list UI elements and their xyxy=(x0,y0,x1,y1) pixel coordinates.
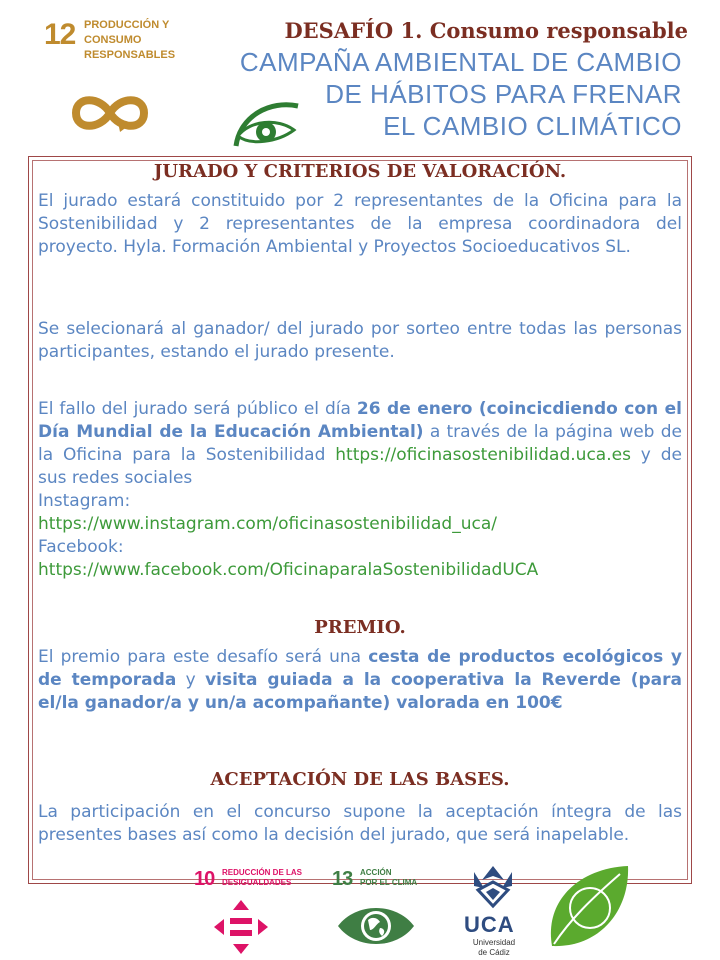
jury-paragraph-1: El jurado estará constituido por 2 representantes de la Oficina para la Sostenibilidad y 2 representantes de la empresa coordinadora del proyecto. Hyla. Formación Ambiental y Proyectos Socioeducativos SL. xyxy=(38,191,682,257)
prize-paragraph xyxy=(38,646,682,715)
uca-name: UCA xyxy=(464,912,515,937)
acceptance-paragraph: La participación en el concurso supone la aceptación íntegra de las presentes bases así como la decisión del jurado, que será inapelable. xyxy=(38,802,682,845)
uca-crest-icon xyxy=(460,862,526,912)
sdg10-label-line: DESIGUALDADES xyxy=(222,878,292,887)
jury-paragraph-2: Se selecionará al ganador/ del jurado por sorteo entre todas las personas participantes, estando el jurado presente. xyxy=(38,319,682,362)
sdg12-label: PRODUCCIÓN Y CONSUMO RESPONSABLES xyxy=(84,19,176,61)
infinity-icon xyxy=(62,86,158,140)
text-run: El fallo del jurado será público el día xyxy=(38,399,357,419)
sdg10-label xyxy=(222,868,322,888)
prize-highlight: visita guiada a la cooperativa la Reverde (para el/la ganador/a y un/a acompañante) valorada en 100€ xyxy=(38,670,682,713)
uca-logo xyxy=(460,862,526,960)
facebook-label: Facebook: xyxy=(38,537,124,557)
eye-globe-icon xyxy=(230,96,302,150)
instagram-link[interactable]: https://www.instagram.com/oficinasostenibilidad_uca/ xyxy=(38,514,497,534)
jury-paragraph-3 xyxy=(38,398,682,582)
inequality-icon xyxy=(214,900,268,954)
climate-eye-icon xyxy=(336,902,416,950)
acceptance-section-title: ACEPTACIÓN DE LAS BASES. xyxy=(210,769,510,790)
sdg10-number: 10 xyxy=(194,868,215,890)
instagram-label: Instagram: xyxy=(38,491,131,511)
sdg10-label-line: REDUCCIÓN DE LAS xyxy=(222,868,303,877)
campaign-line: CAMPAÑA AMBIENTAL DE CAMBIO xyxy=(239,47,682,77)
prize-section-title: PREMIO. xyxy=(314,617,406,638)
campaign-line: DE HÁBITOS PARA FRENAR xyxy=(325,79,682,109)
website-link[interactable]: https://oficinasostenibilidad.uca.es xyxy=(335,445,631,465)
uca-subtitle-line: de Cádiz xyxy=(478,948,510,957)
facebook-link[interactable]: https://www.facebook.com/OficinaparalaSostenibilidadUCA xyxy=(38,560,539,580)
text-run: y de sus redes sociales xyxy=(38,445,682,488)
uca-subtitle xyxy=(464,938,524,958)
sdg13-label-line: POR EL CLIMA xyxy=(360,878,418,887)
date-highlight: 26 de enero (coincicdiendo con el Día Mundial de la Educación Ambiental) xyxy=(38,399,682,442)
sdg13-number: 13 xyxy=(332,868,353,890)
text-run: El premio para este desafío será una xyxy=(38,647,369,667)
uca-subtitle-line: Universidad xyxy=(472,938,516,947)
sdg12-logo xyxy=(40,14,180,134)
text-run: y xyxy=(176,670,206,690)
prize-highlight: cesta de productos ecológicos y de temporada xyxy=(38,647,682,690)
jury-section-title: JURADO Y CRITERIOS DE VALORACIÓN. xyxy=(153,161,567,182)
sdg12-number: 12 xyxy=(44,18,76,51)
campaign-line: EL CAMBIO CLIMÁTICO xyxy=(383,111,682,141)
challenge-title: DESAFÍO 1. Consumo responsable xyxy=(284,18,688,43)
sdg13-label-line: ACCIÓN xyxy=(360,868,392,877)
text-run: a través de la página web de la Oficina para la Sostenibilidad xyxy=(38,422,682,465)
leaf-logo-icon xyxy=(540,860,632,952)
sdg13-label xyxy=(360,868,460,888)
